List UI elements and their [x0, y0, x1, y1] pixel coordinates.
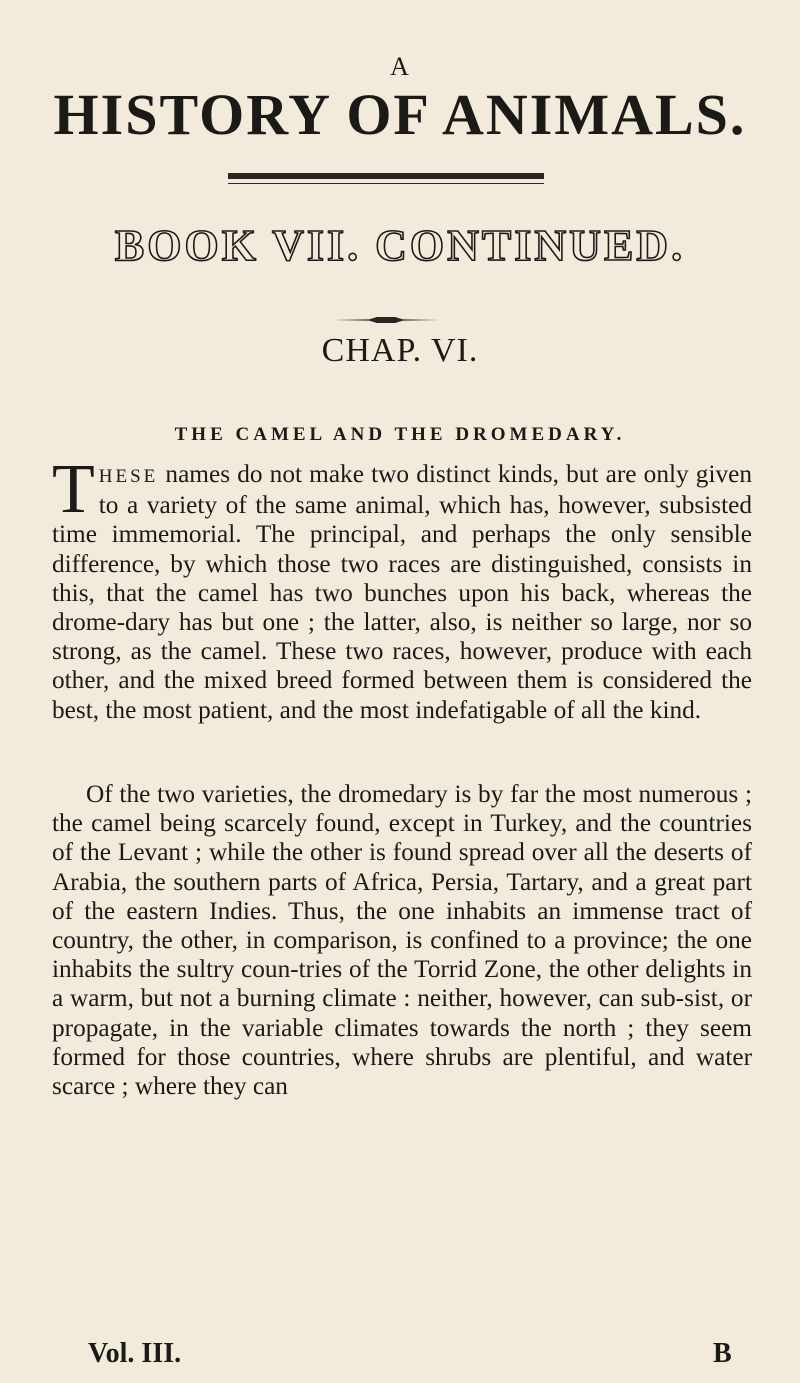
title-rule-thick [228, 173, 544, 179]
signature-mark: B [713, 1338, 732, 1369]
volume-footer: Vol. III. [88, 1338, 182, 1369]
page-title: HISTORY OF ANIMALS. [53, 82, 747, 147]
paragraph-2: Of the two varieties, the dromedary is by far the most numerous ; the camel being scarcely found, except in Turkey, and the countries of the Levant ; while the other is found spread over all the deserts of Arabia, the southern parts of Africa, Persia, Tartary, and a great part of the eastern Indies. Thus, the one inhabits an immense tract of country, the other, in comparison, is confined to a province; the one inhabits the sultry coun-tries of the Torrid Zone, the other delights in a warm, but not a burning climate : neither, however, can sub-sist, or propagate, in the variable climates towards the north ; they seem formed for those countries, where shrubs are plentiful, and water scarce ; where they can [52, 780, 752, 1101]
title-article: A [390, 52, 410, 81]
title-rule-thin [228, 183, 544, 184]
paragraph-1-text: names do not make two distinct kinds, but are only given to a variety of the same animal, which has, however, subsisted time immemorial. The principal, and perhaps the only sensible difference, by which those two races are distinguished, consists in this, that the camel has two bunches upon his back, whereas the drome-dary has but one ; the latter, also, is neither so large, nor so strong, as the camel. These two races, however, produce with each other, and the mixed breed formed between them is considered the best, the most patient, and the most indefatigable of all the kind. [52, 460, 752, 724]
ornament-divider-icon [333, 316, 439, 324]
small-caps-lead: HESE [98, 466, 159, 487]
book-subtitle: BOOK VII. CONTINUED. [114, 221, 686, 270]
chapter-heading: CHAP. VI. [321, 332, 479, 369]
paragraph-1 [52, 451, 752, 725]
section-heading: THE CAMEL AND THE DROMEDARY. [174, 424, 626, 445]
drop-cap: T [52, 451, 95, 528]
